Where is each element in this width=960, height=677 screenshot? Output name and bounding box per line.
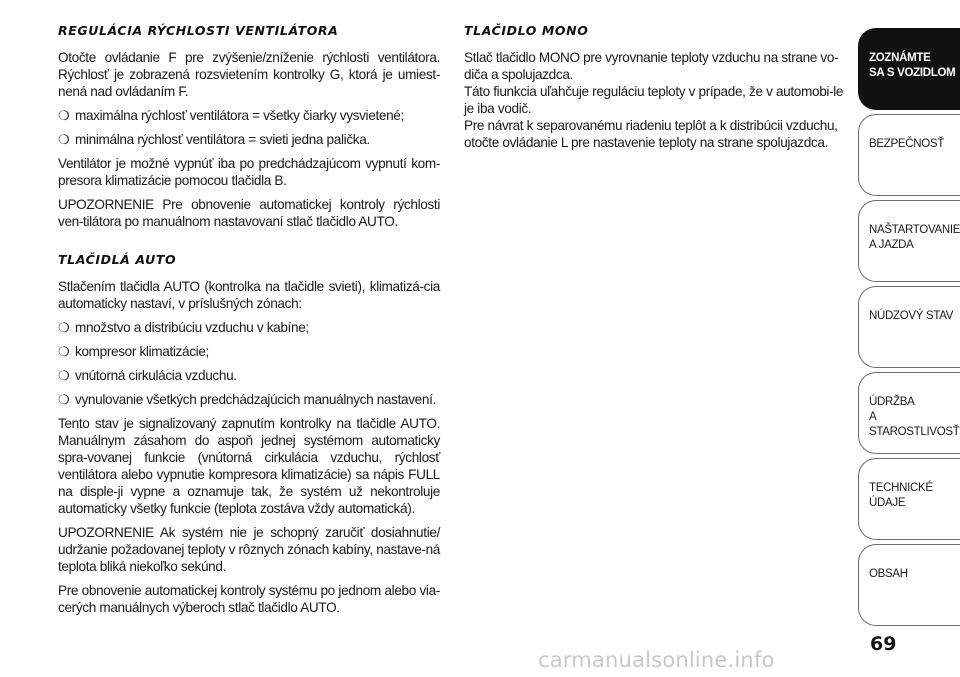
list-item: ❍ kompresor klimatizácie; [58,344,209,359]
paragraph: Tento stav je signalizovaný zapnutím kontrolky na tlačidle AUTO. Manuálnym zásahom do aspoň jednej systémom automaticky spra-vovanej funkcie (vnútorná cirkulácia vzduchu, rýchlosť ventilátora alebo vypnutie kompresora klimatizácie) sa nápis FULL na disple-ji vypne a oznamuje tak, že systém už nekontroluje automaticky všetky funkcie (teplota zostáva vždy automatická). [58,416,440,516]
right-column [464,22,844,151]
list-item: ❍ minimálna rýchlosť ventilátora = svieti jedna palička. [58,132,370,147]
list-item: ❍ množstvo a distribúciu vzduchu v kabíne; [58,320,309,335]
paragraph: Táto fiunkcia uľahčuje reguláciu teploty v prípade, že v automobi-le je iba vodič. [464,84,844,116]
tab-nastartovanie-a-jazda[interactable]: NAŠTARTOVANIE A JAZDA [858,200,960,282]
circle-bullet-icon: ❍ [58,392,70,407]
paragraph: Pre návrat k separovanému riadeniu teplôt a k distribúcii vzduchu, otočte ovládanie L pre nastavenie teploty na strane spolujazdca. [464,118,838,150]
circle-bullet-icon: ❍ [58,132,70,147]
left-column [58,22,440,623]
paragraph: Otočte ovládanie F pre zvýšenie/zníženie rýchlosti ventilátora. Rýchlosť je zobrazená rozsvietením kontrolky G, ktorá je umiest-nená nad ovládaním F. [58,50,440,99]
circle-bullet-icon: ❍ [58,320,70,335]
heading-auto-buttons: TLAČIDLÁ AUTO [58,252,177,267]
paragraph: Ventilátor je možné vypnúť iba po predchádzajúcom vypnutí kom-presora klimatizácie pomocou tlačidla B. [58,156,440,188]
bullet-list [58,319,440,408]
circle-bullet-icon: ❍ [58,108,70,123]
tab-nudzovy-stav[interactable]: NÚDZOVÝ STAV [858,286,960,368]
heading-mono-button: TLAČIDLO MONO [464,23,589,38]
bullet-list [58,107,440,148]
paragraph: Stlačením tlačidla AUTO (kontrolka na tlačidle svieti), klimatizá-cia automaticky nastaví, v príslušných zónach: [58,279,440,311]
tab-zoznamte-sa-s-vozidlom[interactable]: ZOZNÁMTE SA S VOZIDLOM [858,28,960,110]
heading-fan-speed: REGULÁCIA RÝCHLOSTI VENTILÁTORA [58,23,339,38]
watermark: carmanualsonline.info [538,648,775,672]
paragraph: UPOZORNENIE Ak systém nie je schopný zaručiť dosiahnutie/ udržanie požadovanej teploty v rôznych zónach kabíny, nastave-ná teplota bliká niekoľko sekúnd. [58,525,440,574]
list-item: ❍ vnútorná cirkulácia vzduchu. [58,368,237,383]
tab-bezpecnost[interactable]: BEZPEČNOSŤ [858,114,960,196]
tab-udrzba-a-starostlivost[interactable]: ÚDRŽBA A STAROSTLIVOSŤ [858,372,960,454]
circle-bullet-icon: ❍ [58,368,70,383]
page-number: 69 [870,633,897,655]
circle-bullet-icon: ❍ [58,344,70,359]
tab-obsah[interactable]: OBSAH [858,544,960,626]
paragraph: UPOZORNENIE Pre obnovenie automatickej kontroly rýchlosti ven-tilátora po manuálnom nastavovaní stlač tlačidlo AUTO. [58,197,440,229]
list-item: ❍ vynulovanie všetkých predchádzajúcich manuálnych nastavení. [58,392,436,407]
list-item: ❍ maximálna rýchlosť ventilátora = všetky čiarky vysvietené; [58,108,404,123]
paragraph: Stlač tlačidlo MONO pre vyrovnanie teploty vzduchu na strane vo-diča a spolujazdca. [464,50,839,82]
paragraph: Pre obnovenie automatickej kontroly systému po jednom alebo via-cerých manuálnych výberoch stlač tlačidlo AUTO. [58,583,440,615]
tab-technicke-udaje[interactable]: TECHNICKÉ ÚDAJE [858,458,960,540]
